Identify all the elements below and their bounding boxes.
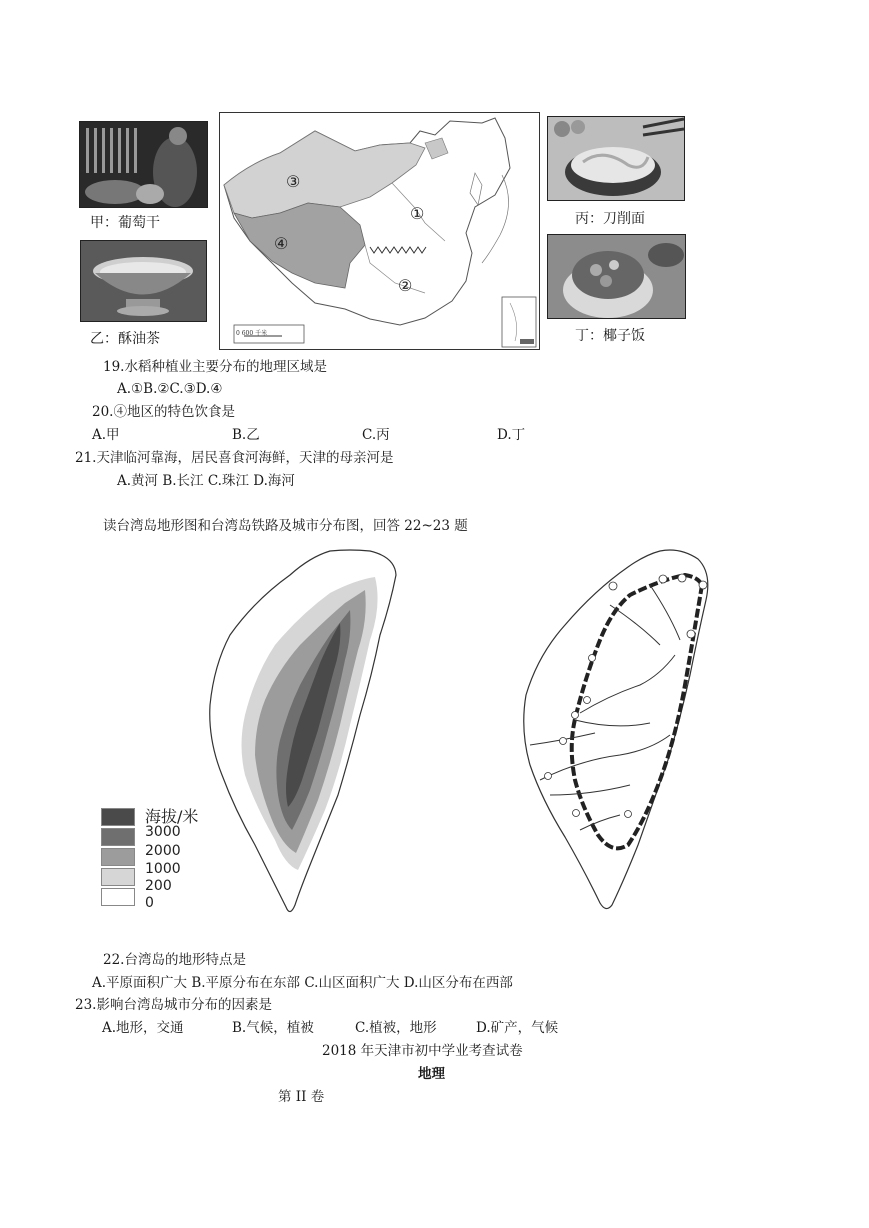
legend-label-3000: 3000 — [145, 824, 181, 840]
question-21-options: A.黄河 B.长江 C.珠江 D.海河 — [117, 473, 295, 489]
legend-swatch-1000 — [101, 848, 135, 866]
taiwan-railway-map — [520, 545, 720, 915]
map-reading-instruction: 读台湾岛地形图和台湾岛铁路及城市分布图，回答 22~23 题 — [103, 518, 468, 534]
butter-tea-photo-image — [81, 241, 206, 321]
raisin-photo-image — [80, 122, 207, 207]
legend-swatch-200 — [101, 868, 135, 886]
china-map-svg — [220, 113, 539, 349]
caption-jia: 甲：葡萄干 — [90, 215, 160, 231]
photo-coconut-rice — [547, 234, 686, 319]
caption-yi: 乙：酥油茶 — [90, 331, 160, 347]
caption-ding: 丁：椰子饭 — [575, 328, 645, 344]
question-20-option-b: B.乙 — [232, 427, 260, 443]
volume-label: 第 II 卷 — [278, 1089, 325, 1105]
region-label-2: ② — [398, 276, 413, 295]
legend-label-200: 200 — [145, 878, 172, 894]
question-19-options: A.①B.②C.③D.④ — [117, 381, 223, 397]
question-23-stem: 23.影响台湾岛城市分布的因素是 — [75, 997, 272, 1013]
taiwan-terrain-map — [200, 545, 410, 920]
caption-bing: 丙：刀削面 — [575, 211, 645, 227]
photo-raisins — [79, 121, 208, 208]
noodles-photo-image — [548, 117, 684, 200]
question-20-option-d: D.丁 — [497, 427, 526, 443]
question-19-stem: 19.水稻种植业主要分布的地理区域是 — [103, 359, 327, 375]
legend-swatch-3000 — [101, 808, 135, 826]
china-region-map — [219, 112, 540, 350]
taiwan-terrain-svg — [200, 545, 410, 920]
legend-swatch-2000 — [101, 828, 135, 846]
question-23-option-c: C.植被，地形 — [355, 1020, 437, 1036]
question-23-option-a: A.地形，交通 — [102, 1020, 184, 1036]
photo-butter-tea — [80, 240, 207, 322]
question-22-options: A.平原面积广大 B.平原分布在东部 C.山区面积广大 D.山区分布在西部 — [92, 975, 513, 991]
taiwan-railway-svg — [520, 545, 720, 915]
legend-label-2000: 2000 — [145, 843, 181, 859]
coconut-rice-photo-image — [548, 235, 685, 318]
exam-title: 2018 年天津市初中学业考查试卷 — [322, 1043, 523, 1059]
question-20-option-a: A.甲 — [92, 427, 120, 443]
question-23-option-b: B.气候，植被 — [232, 1020, 314, 1036]
region-label-1: ① — [410, 204, 425, 223]
subject-title: 地理 — [418, 1066, 445, 1082]
photo-knife-noodles — [547, 116, 685, 201]
question-23-option-d: D.矿产，气候 — [476, 1020, 559, 1036]
scale-text: 0 600 千米 — [236, 330, 268, 337]
elevation-legend-title: 海拔/米 — [145, 807, 199, 826]
question-20-option-c: C.丙 — [362, 427, 390, 443]
region-label-4: ④ — [274, 234, 289, 253]
question-20-stem: 20.④地区的特色饮食是 — [92, 404, 235, 420]
question-22-stem: 22.台湾岛的地形特点是 — [103, 952, 246, 968]
legend-label-0: 0 — [145, 895, 154, 911]
question-21-stem: 21.天津临河靠海，居民喜食河海鲜，天津的母亲河是 — [75, 450, 394, 466]
legend-label-1000: 1000 — [145, 861, 181, 877]
legend-swatch-0 — [101, 888, 135, 906]
region-label-3: ③ — [286, 172, 301, 191]
